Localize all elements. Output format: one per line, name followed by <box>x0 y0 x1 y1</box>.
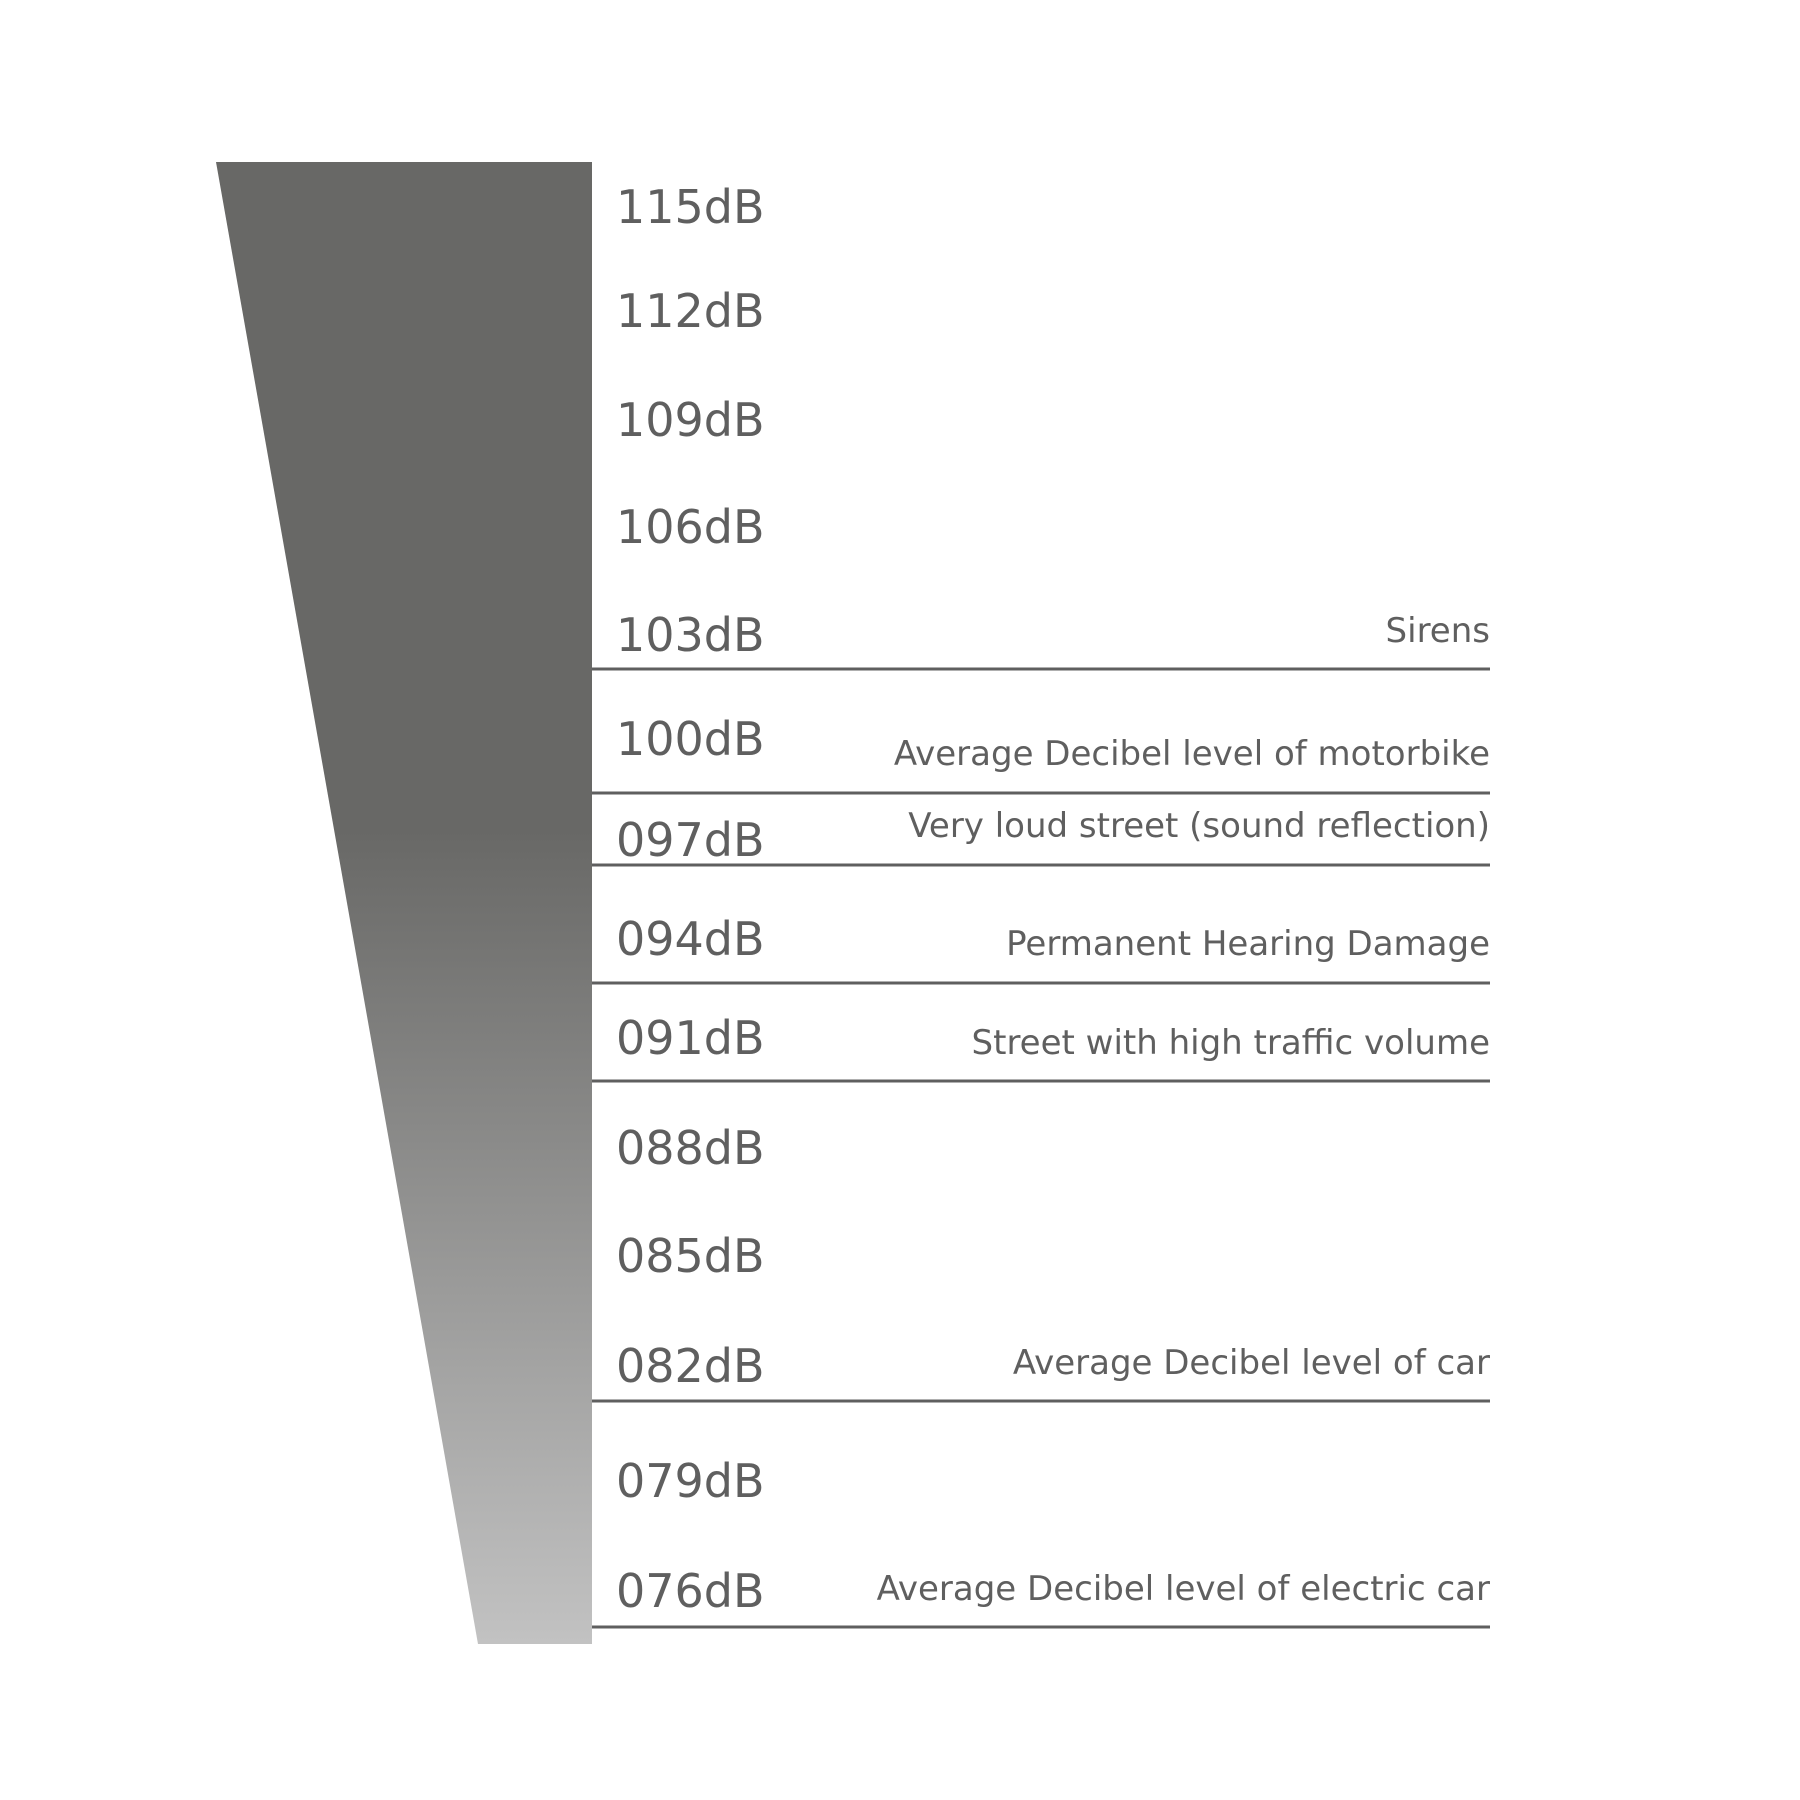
db-label-076: 076dB <box>616 1564 765 1618</box>
db-label-082: 082dB <box>616 1339 765 1393</box>
annotation-electric-car: Average Decibel level of electric car <box>876 1569 1490 1609</box>
db-label-088: 088dB <box>616 1121 765 1175</box>
db-label-085: 085dB <box>616 1229 765 1283</box>
annotations <box>877 611 1490 1609</box>
db-label-094: 094dB <box>616 912 765 966</box>
db-label-115: 115dB <box>616 180 765 234</box>
annotation-high-traffic: Street with high traffic volume <box>971 1023 1490 1063</box>
annotation-car: Average Decibel level of car <box>1012 1343 1490 1383</box>
db-label-103: 103dB <box>616 608 765 662</box>
annotation-hearing-damage: Permanent Hearing Damage <box>1006 924 1490 964</box>
volume-wedge <box>216 162 592 1644</box>
annotation-motorbike: Average Decibel level of motorbike <box>893 734 1490 774</box>
db-label-106: 106dB <box>616 500 765 554</box>
annotation-loud-street: Very loud street (sound reflection) <box>908 806 1490 846</box>
db-label-112: 112dB <box>616 284 765 338</box>
db-label-097: 097dB <box>616 813 765 867</box>
db-label-100: 100dB <box>616 712 765 766</box>
db-label-079: 079dB <box>616 1454 765 1508</box>
db-label-109: 109dB <box>616 393 765 447</box>
annotation-sirens: Sirens <box>1385 611 1490 651</box>
db-label-091: 091dB <box>616 1011 765 1065</box>
